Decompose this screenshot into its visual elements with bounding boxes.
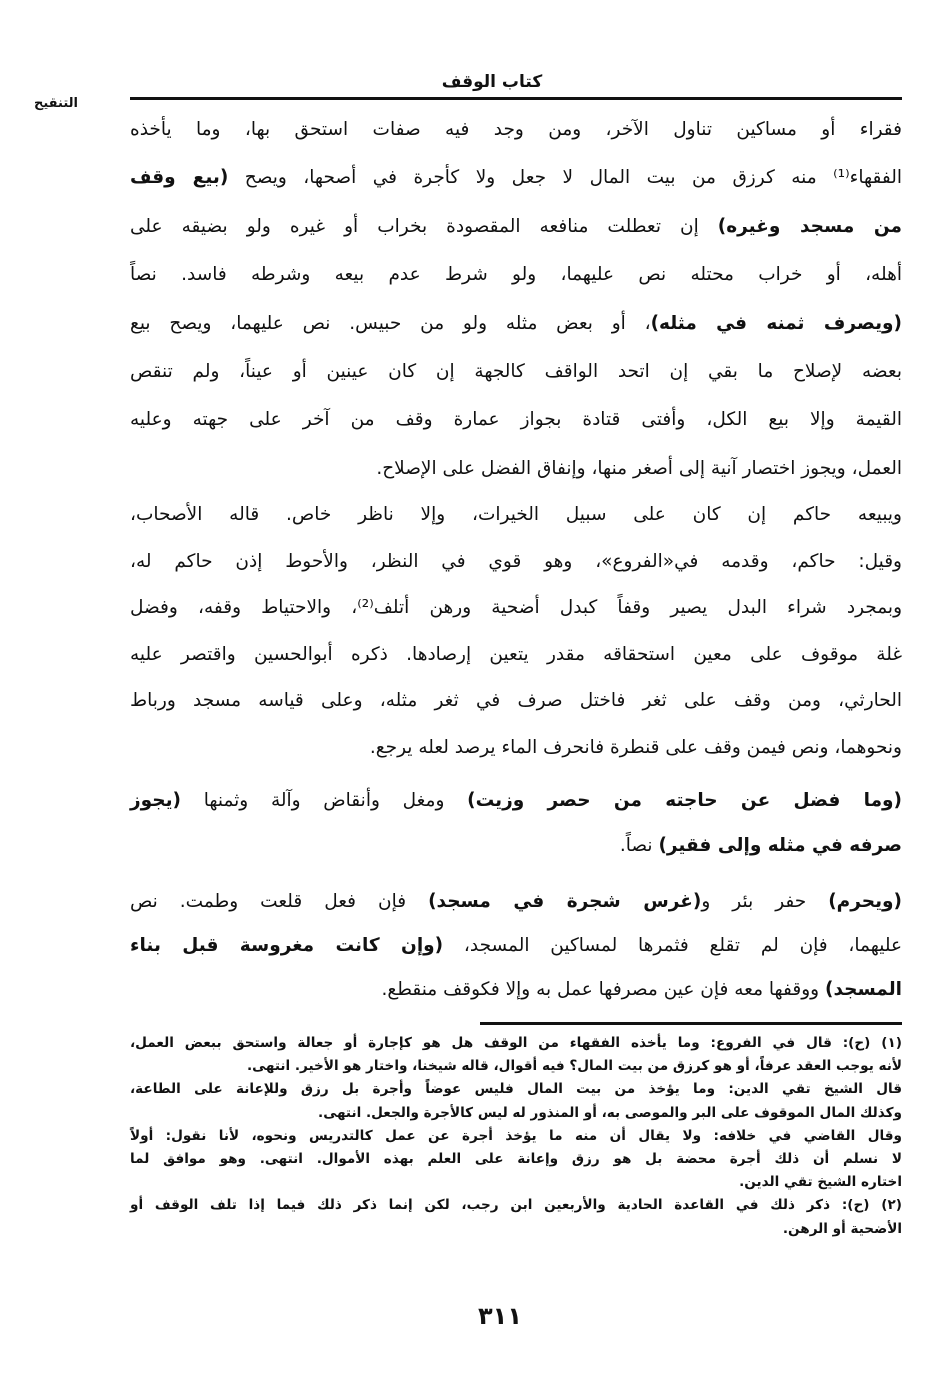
body-text: وبمجرد شراء البدل يصير وقفاً كبدل أضحية ورهن أتلف⁽²⁾، والاحتياط وقفه، وفضل [130,597,902,619]
text-line [130,154,902,202]
body-text: فإن فعل قلعت وطمت. نص [130,891,429,912]
text-line [130,348,902,396]
text-line [130,823,902,868]
body-text: الحارثي، ومن وقف على ثغر فاختل صرف في ثغر مثله، وعلى قياسه مسجد ورباط [130,690,902,712]
body-text: بعضه لإصلاح ما بقي إن اتحد الواقف كالجهة إن كان عينين أو عيناً، ولم تنقص [130,361,902,383]
bold-matn-text: (ويصرف ثمنه في مثله) [650,312,902,334]
paragraph-4 [130,880,902,1012]
bold-matn-text: من مسجد وغيره) [717,215,902,237]
footnote-rule [480,1022,902,1025]
text-line [130,539,902,586]
text-line [130,251,902,299]
text-line [130,445,902,493]
text-line [130,492,902,539]
body-text: فقراء أو مساكين تناول الآخر، ومن وجد فيه صفات استحق بها، وما يأخذه [130,119,902,140]
body-text: القيمة وإلا بيع الكل، وأفتى قتادة بجواز عمارة وقف من آخر على جهته وعليه [130,409,902,431]
text-line [130,203,902,251]
footnote-line: اختاره الشيخ تقي الدين. [739,1174,902,1191]
body-text: ووقفها معه فإن عين مصرفها عمل به وإلا فكوقف منقطع. [381,979,825,1000]
body-text: غلة موقوف على معين استحقاقه مقدر يتعين إرصادها. ذكره أبوالحسين واقتصر عليه [130,643,902,665]
body-text: وقيل: حاكم، وقدمه في«الفروع»، وهو قوي في النظر، والأحوط إذن حاكم له، [130,550,902,572]
text-line [130,968,902,1012]
footnote-line: وقال القاضي في خلافه: ولا يقال أن منه ما يؤخذ أجرة عن عمل كالتدريس ونحوه، لأنا نقول: أولاً [130,1127,902,1144]
bold-matn-text: (وما فضل عن حاجته من حصر وزيت) [467,790,902,811]
bold-matn-text: صرفه في مثله وإلى فقير) [658,835,902,856]
footnote-line: الأضحية أو الرهن. [782,1220,902,1237]
paragraph-2 [130,492,902,772]
text-line [130,585,902,632]
body-text: ويبيعه حاكم إن كان على سبيل الخيرات، وإلا ناظر خاص. قاله الأصحاب، [130,504,902,525]
footnote-line: لأنه يوجب العقد عرفاً، أو هو كرزق من بيت المال؟ فيه أقوال، قاله شيخنا، واختار هو الأخير. انتهى. [246,1058,902,1075]
header-rule [130,97,902,100]
text-line [130,778,902,823]
body-text: إن تعطلت منافعه المقصودة بخراب أو غيره ولو بضيقه على [130,215,718,237]
running-header: كتاب الوقف [441,72,543,92]
footnote-line: (١) (ح): قال في الفروع: وما يأخذه الفقهاء من الوقف هل هو كإجارة أو جعالة واستحق ببعض العمل، [130,1035,902,1051]
text-line [130,924,902,968]
footnote-line: قال الشيخ تقي الدين: وما يؤخذ من بيت المال فليس عوضاً وأجرة بل رزق وللإعانة على الطاعة، [130,1081,902,1098]
body-text: ، أو بعض مثله ولو من حبيس. نص عليهما، ويصح بيع [130,312,651,334]
body-text: نصاً. [619,835,659,856]
bold-matn-text: (يجوز [130,790,181,811]
margin-label: التنقيح [34,96,78,111]
text-line [130,396,902,444]
footnotes [130,1032,902,1241]
footnote-line: وكذلك المال الموقوف على البر والموصى به، أو المنذور له ليس كالأجرة والجعل. انتهى. [318,1104,902,1121]
body-text: ونحوهما، ونص فيمن وقف على قنطرة فانحرف الماء يرصد لعله يرجع. [369,736,902,758]
bold-matn-text: (وإن كانت مغروسة قبل بناء [130,935,444,956]
text-line [130,725,902,772]
text-line [130,106,902,154]
text-line [130,880,902,924]
bold-matn-text: (غرس شجرة في مسجد) [428,891,702,912]
paragraph-1 [130,106,902,493]
bold-matn-text: المسجد) [825,979,902,1000]
paragraph-3 [130,778,902,868]
body-text: أهله، أو خراب محتله نص عليهما، ولو شرط عدم بيعه وشرطه فاسد. نصاً [130,264,902,286]
page-number: ٣١١ [478,1302,522,1330]
body-text: حفر بئر و [701,891,829,912]
footnote-line: لا نسلم أن ذلك أجرة محضة بل هو رزق وإعانة على العلم بهذه الأموال. انتهى. وهو موافق لما [130,1151,902,1168]
text-line [130,632,902,679]
body-text: عليهما، فإن لم تقلع فثمرها لمساكين المسجد، [443,935,902,956]
body-text: العمل، ويجوز اختصار آنية إلى أصغر منها، وإنفاق الفضل على الإصلاح. [376,457,902,479]
footnote-line: (٢) (ح): ذكر ذلك في القاعدة الحادية والأربعين ابن رجب، لكن إنما ذكر ذلك فيما إذا تلف الوقف أو [130,1197,902,1214]
bold-matn-text: (ويحرم) [828,891,902,912]
bold-matn-text: (بيع وقف [130,167,229,189]
text-line [130,678,902,725]
body-text: ومغل وأنقاض وآلة وثمنها [180,790,468,811]
text-line [130,300,902,348]
body-text: الفقهاء⁽¹⁾ منه كرزق من بيت المال لا جعل ولا كأجرة في أصحها، ويصح [228,167,902,189]
